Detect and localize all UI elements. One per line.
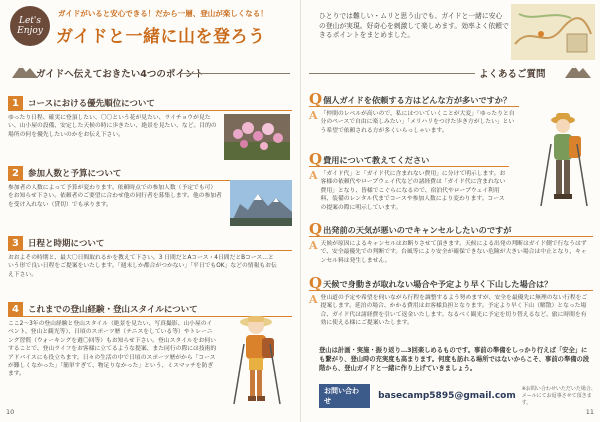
closing-message: 登山は計画・実施・振り返り…3回楽しめるものです。事前の準備をしっかり行えば「安全」にも繋がり、登山時の充実度も高まります。何度も訪れる場所ではないからこそ、事前の準備の段階から、登山ガイドと一緒に作り上げていきましょう。 [319,347,590,372]
point-title: これまでの登山経験・登山スタイルについて [28,305,198,315]
faq-question [309,222,593,237]
faq-item-1 [309,92,519,135]
question-text: 出発前の天気が悪いのでキャンセルしたいのですが [323,225,512,235]
point-title: コースにおける優先順位について [28,99,155,109]
question-text: 天候で身動きが取れない場合や予定より早く下山した場合は？ [323,279,553,289]
section-heading: ガイドへ伝えておきたい4つのポイント [36,69,204,80]
question-mark-q: Q [309,90,323,108]
section-rule [309,73,475,74]
answer-text: 登山道の予定や希望を伺いながら行程を調整するよう努めますが、安全を最優先に無理のない行程をご提案します。延泊の場合、かかる費用はお客様負担となります。予定より早く下山（解散）となった場合、ガイド代は諸経費を引いて返金いたします。なるべく観光に予定を切り替えるなど、旅に時間を有効に使える様にご提案いたします。 [320,295,588,327]
contact-row [319,384,600,408]
point-body: ここ2〜3年の登山経験と登山スタイル（絶景を見たい、写真撮影、山小屋のイベント、登山と観光等）、日頃のスポーツ歴（テニスをしている等）やトレーニング習慣（ウォーキングを週〇回等）もお知らせ下さい。登山スタイルをお伺いすることで、登山ライフをお客様に立てるような提案、また同行の際には技術的アドバイスにも役立ちます。日々の生活の中で日頃のスポーツ歴がから「コースが難しくなかった」「簡単すぎて、物足りなかった」という、ミスマッチを防ぎます。 [8,321,217,378]
lead-text: ガイドがいると安心できる！だから一層、登山が楽しくなる！ [58,9,268,18]
faq-question [309,276,593,291]
faq-question [309,92,519,107]
point-3 [8,236,292,279]
faq-answer [309,294,593,328]
point-title: 参加人数と予算について [28,169,122,179]
question-text: 個人ガイドを依頼する方はどんな方が多いですか？ [323,95,512,105]
point-body: 参加者の人数によって予算が変わります。依頼時点での参加人数（予定でも可）をお知らせ下さい。依頼者のご要望に合わせ他の同行者を募集します。他の参加者を受け入れない（貸切）でも承ります。 [8,185,222,208]
question-mark-q: Q [309,220,323,238]
alpine-flowers-photo [224,114,290,160]
faq-answer [309,110,519,135]
point-title: 日程と時期について [28,239,105,249]
page-number: 11 [585,408,594,416]
question-mark-q: Q [309,274,323,292]
point-number: 4 [8,302,23,317]
snow-peaks-photo [230,180,292,226]
point-header [8,236,292,251]
contact-email-link[interactable]: basecamp5895@gmail.com [378,391,516,401]
question-mark-q: Q [309,150,323,168]
page-title: ガイドと一緒に山を登ろう [56,27,266,47]
faq-item-3 [309,222,593,265]
point-number: 3 [8,236,23,251]
point-header [8,96,292,111]
mountain-icon [12,62,38,78]
answer-mark-a: A [309,109,318,122]
lets-enjoy-badge: Let's Enjoy [10,6,50,46]
faq-item-4 [309,276,593,328]
answer-mark-a: A [309,239,318,252]
point-number: 2 [8,166,23,181]
contact-note: ※お問い合わせいただいた場合、メールにてお返事させて頂きます。 [521,385,596,406]
faq-heading: よくあるご質問 [479,69,546,80]
faq-answer [309,240,593,265]
contact-label: お問い合わせ [319,384,370,408]
faq-item-2 [309,152,509,212]
hiker-man-illustration [533,110,593,210]
faq-answer [309,170,509,212]
map-photo [511,4,595,60]
answer-mark-a: A [309,293,318,306]
answer-text: 天候が原因によるキャンセルはお断りさせて頂きます。天候による出発の判断はガイド側で行なうはずで、安全最優先での判断です。台風等により安全が確保できない危険が大きい場合は中止となり、キャンセル料は発生しません。 [320,241,587,264]
answer-text: 「ガイド代」と「ガイド代に含まれない費用」に分けて明示します。お客様の依頼代やロープウェイ代などの諸経費は「ガイド代に含まれない費用」となり、皆様でこぐらになるので、宿泊代やロープウェイ利用料、装備のレンタル代までコースや参加人数により変わります。コースの提案の際に明示しています。 [320,171,506,211]
right-page [300,0,600,422]
answer-mark-a: A [309,169,318,182]
mountain-icon [565,62,591,78]
page-number: 10 [6,408,15,416]
faq-question [309,152,509,167]
point-number: 1 [8,96,23,111]
point-body: ゆったり日程、確実に登頂したい、〇〇という花が見たい、ライチョウが見たい、山小屋の設備、安定した天候の時に歩きたい、絶景を見たい、など。目的の場所の何を優先したいのかをお伝え下さい。 [8,115,217,138]
point-header [8,166,292,181]
hiker-girl-illustration [222,308,290,408]
section-rule [180,73,290,74]
question-text: 費用について教えてください [323,155,430,165]
point-body: おおよその時期と、最大〇日間取れるかを教えて下さい。3 日間だとAコース・4日間だとBコース…という形で良い日程をご提案をいたします。「週末しか都合がつかない」「平日でもOK」などの情報もお伝え下さい。 [8,255,277,278]
intro-text: ひとりでは難しい・ムリと思う山でも、ガイドと一緒に安心の登山が実現。好奇心を刺激して楽しめます。効率よく依頼できるポイントをまとめました。 [319,12,509,40]
answer-text: 「仲間のレベルが高いので、私にはついていくことが大変」「ゆったりと自分のペースで自由に楽しみたい」「メリハリをつけた歩き方がしたい」という希望で依頼される方が多くいらっしゃいます。 [320,111,515,134]
